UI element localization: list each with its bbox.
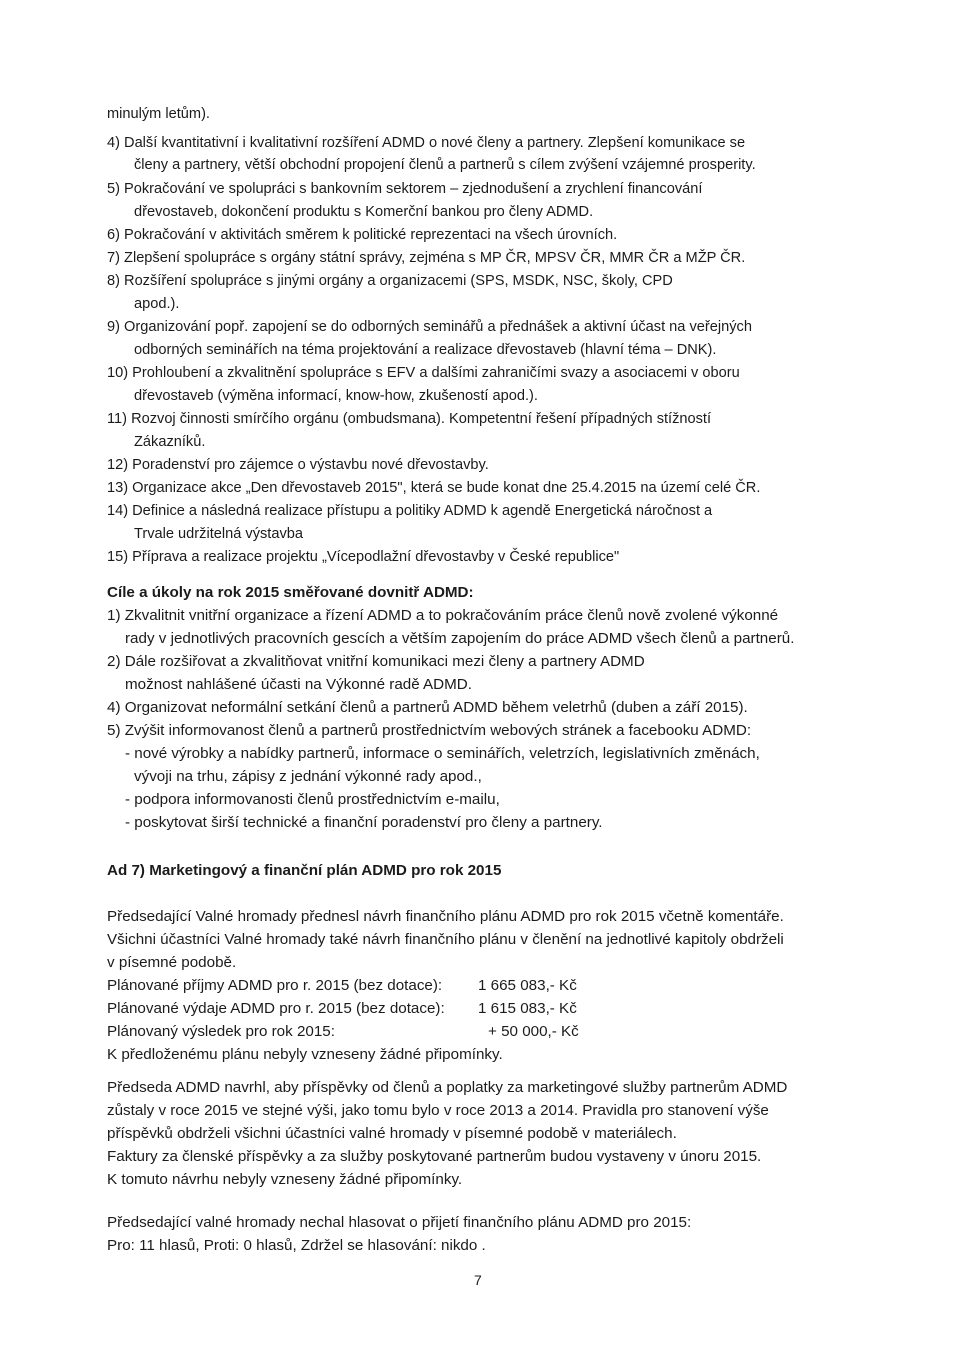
list-line: 4) Další kvantitativní i kvalitativní rozšíření ADMD o nové členy a partnery. Zlepšení komunikace se — [107, 135, 746, 151]
paragraph-line: Předseda ADMD navrhl, aby příspěvky od členů a poplatky za marketingové služby partnerům ADMD — [107, 1079, 788, 1096]
paragraph-line: zůstaly v roce 2015 ve stejné výši, jako tomu bylo v roce 2013 a 2014. Pravidla pro stanovení výše — [107, 1102, 769, 1119]
finance-label-expenses: Plánované výdaje ADMD pro r. 2015 (bez dotace): — [107, 1000, 445, 1017]
goal-line: 4) Organizovat neformální setkání členů a partnerů ADMD během veletrhů (duben a září 2015). — [107, 699, 748, 716]
list-line: členy a partnery, větší obchodní propojení členů a partnerů s cílem zvýšení vzájemné prosperity. — [134, 157, 756, 173]
paragraph-line: Faktury za členské příspěvky a za služby poskytované partnerům budou vystaveny v únoru 2015. — [107, 1148, 762, 1165]
list-line: dřevostaveb, dokončení produktu s Komerční bankou pro členy ADMD. — [134, 204, 594, 220]
list-line: 9) Organizování popř. zapojení se do odborných seminářů a přednášek a aktivní účast na veřejných — [107, 319, 752, 335]
list-line: 10) Prohloubení a zkvalitnění spolupráce s EFV a dalšími zahraničími svazy a asociacemi v oboru — [107, 365, 740, 381]
goal-line: rady v jednotlivých pracovních gescích a větším zapojením do práce ADMD všech členů a partnerů. — [125, 630, 795, 647]
goal-line: - nové výrobky a nabídky partnerů, informace o seminářích, veletrzích, legislativních změnách, — [125, 745, 760, 762]
paragraph-line: příspěvků obdrželi všichni účastníci valné hromady v písemné podobě v materiálech. — [107, 1125, 677, 1142]
paragraph-line: K tomuto návrhu nebyly vzneseny žádné připomínky. — [107, 1171, 463, 1188]
list-line: 5) Pokračování ve spolupráci s bankovním sektorem – zjednodušení a zrychlení financování — [107, 181, 703, 197]
list-line: Trvale udržitelná výstavba — [134, 526, 303, 542]
goal-line: - podpora informovanosti členů prostřednictvím e-mailu, — [125, 791, 500, 808]
finance-value-expenses: 1 615 083,- Kč — [478, 1000, 577, 1017]
vote-intro: Předsedající valné hromady nechal hlasovat o přijetí finančního plánu ADMD pro 2015: — [107, 1214, 692, 1231]
goal-line: vývoji na trhu, zápisy z jednání výkonné rady apod., — [134, 768, 482, 785]
vote-result: Pro: 11 hlasů, Proti: 0 hlasů, Zdržel se hlasování: nikdo . — [107, 1237, 486, 1254]
list-line: apod.). — [134, 296, 180, 312]
page-number: 7 — [474, 1272, 482, 1288]
list-line: minulým letům). — [107, 106, 210, 122]
paragraph-line: v písemné podobě. — [107, 954, 237, 971]
section-heading: Ad 7) Marketingový a finanční plán ADMD pro rok 2015 — [107, 862, 502, 879]
paragraph-line: Všichni účastníci Valné hromady také návrh finančního plánu v členění na jednotlivé kapitoly obdrželi — [107, 931, 784, 948]
goals-heading: Cíle a úkoly na rok 2015 směřované dovnitř ADMD: — [107, 584, 474, 601]
list-line: odborných seminářích na téma projektování a realizace dřevostaveb (hlavní téma – DNK). — [134, 342, 717, 358]
list-line: 11) Rozvoj činnosti smírčího orgánu (ombudsmana). Kompetentní řešení případných stížností — [107, 411, 712, 427]
list-line: 13) Organizace akce „Den dřevostaveb 2015", která se bude konat dne 25.4.2015 na území celé ČR. — [107, 480, 761, 496]
list-line: 7) Zlepšení spolupráce s orgány státní správy, zejména s MP ČR, MPSV ČR, MMR ČR a MŽP ČR. — [107, 250, 746, 266]
list-line: 14) Definice a následná realizace přístupu a politiky ADMD k agendě Energetická náročnost a — [107, 503, 713, 519]
paragraph-line: K předloženému plánu nebyly vzneseny žádné připomínky. — [107, 1046, 503, 1063]
list-line: 15) Příprava a realizace projektu „Vícepodlažní dřevostavby v České republice" — [107, 549, 620, 565]
goal-line: 5) Zvýšit informovanost členů a partnerů prostřednictvím webových stránek a facebooku ADMD: — [107, 722, 752, 739]
list-line: 8) Rozšíření spolupráce s jinými orgány a organizacemi (SPS, MSDK, NSC, školy, CPD — [107, 273, 673, 289]
list-line: 6) Pokračování v aktivitách směrem k politické reprezentaci na všech úrovních. — [107, 227, 618, 243]
list-line: 12) Poradenství pro zájemce o výstavbu nové dřevostavby. — [107, 457, 489, 473]
list-line: dřevostaveb (výměna informací, know-how, zkušeností apod.). — [134, 388, 538, 404]
goal-line: 1) Zkvalitnit vnitřní organizace a řízení ADMD a to pokračováním práce členů nově zvolené výkonné — [107, 607, 779, 624]
paragraph-line: Předsedající Valné hromady přednesl návrh finančního plánu ADMD pro rok 2015 včetně komentáře. — [107, 908, 784, 925]
goal-line: 2) Dále rozšiřovat a zkvalitňovat vnitřní komunikaci mezi členy a partnery ADMD — [107, 653, 645, 670]
finance-label-income: Plánované příjmy ADMD pro r. 2015 (bez dotace): — [107, 977, 443, 994]
finance-label-result: Plánovaný výsledek pro rok 2015: — [107, 1023, 335, 1040]
goal-line: - poskytovat širší technické a finanční poradenství pro členy a partnery. — [125, 814, 603, 831]
finance-value-income: 1 665 083,- Kč — [478, 977, 577, 994]
list-line: Zákazníků. — [134, 434, 206, 450]
goal-line: možnost nahlášené účasti na Výkonné radě ADMD. — [125, 676, 472, 693]
finance-value-result: + 50 000,- Kč — [488, 1023, 579, 1040]
